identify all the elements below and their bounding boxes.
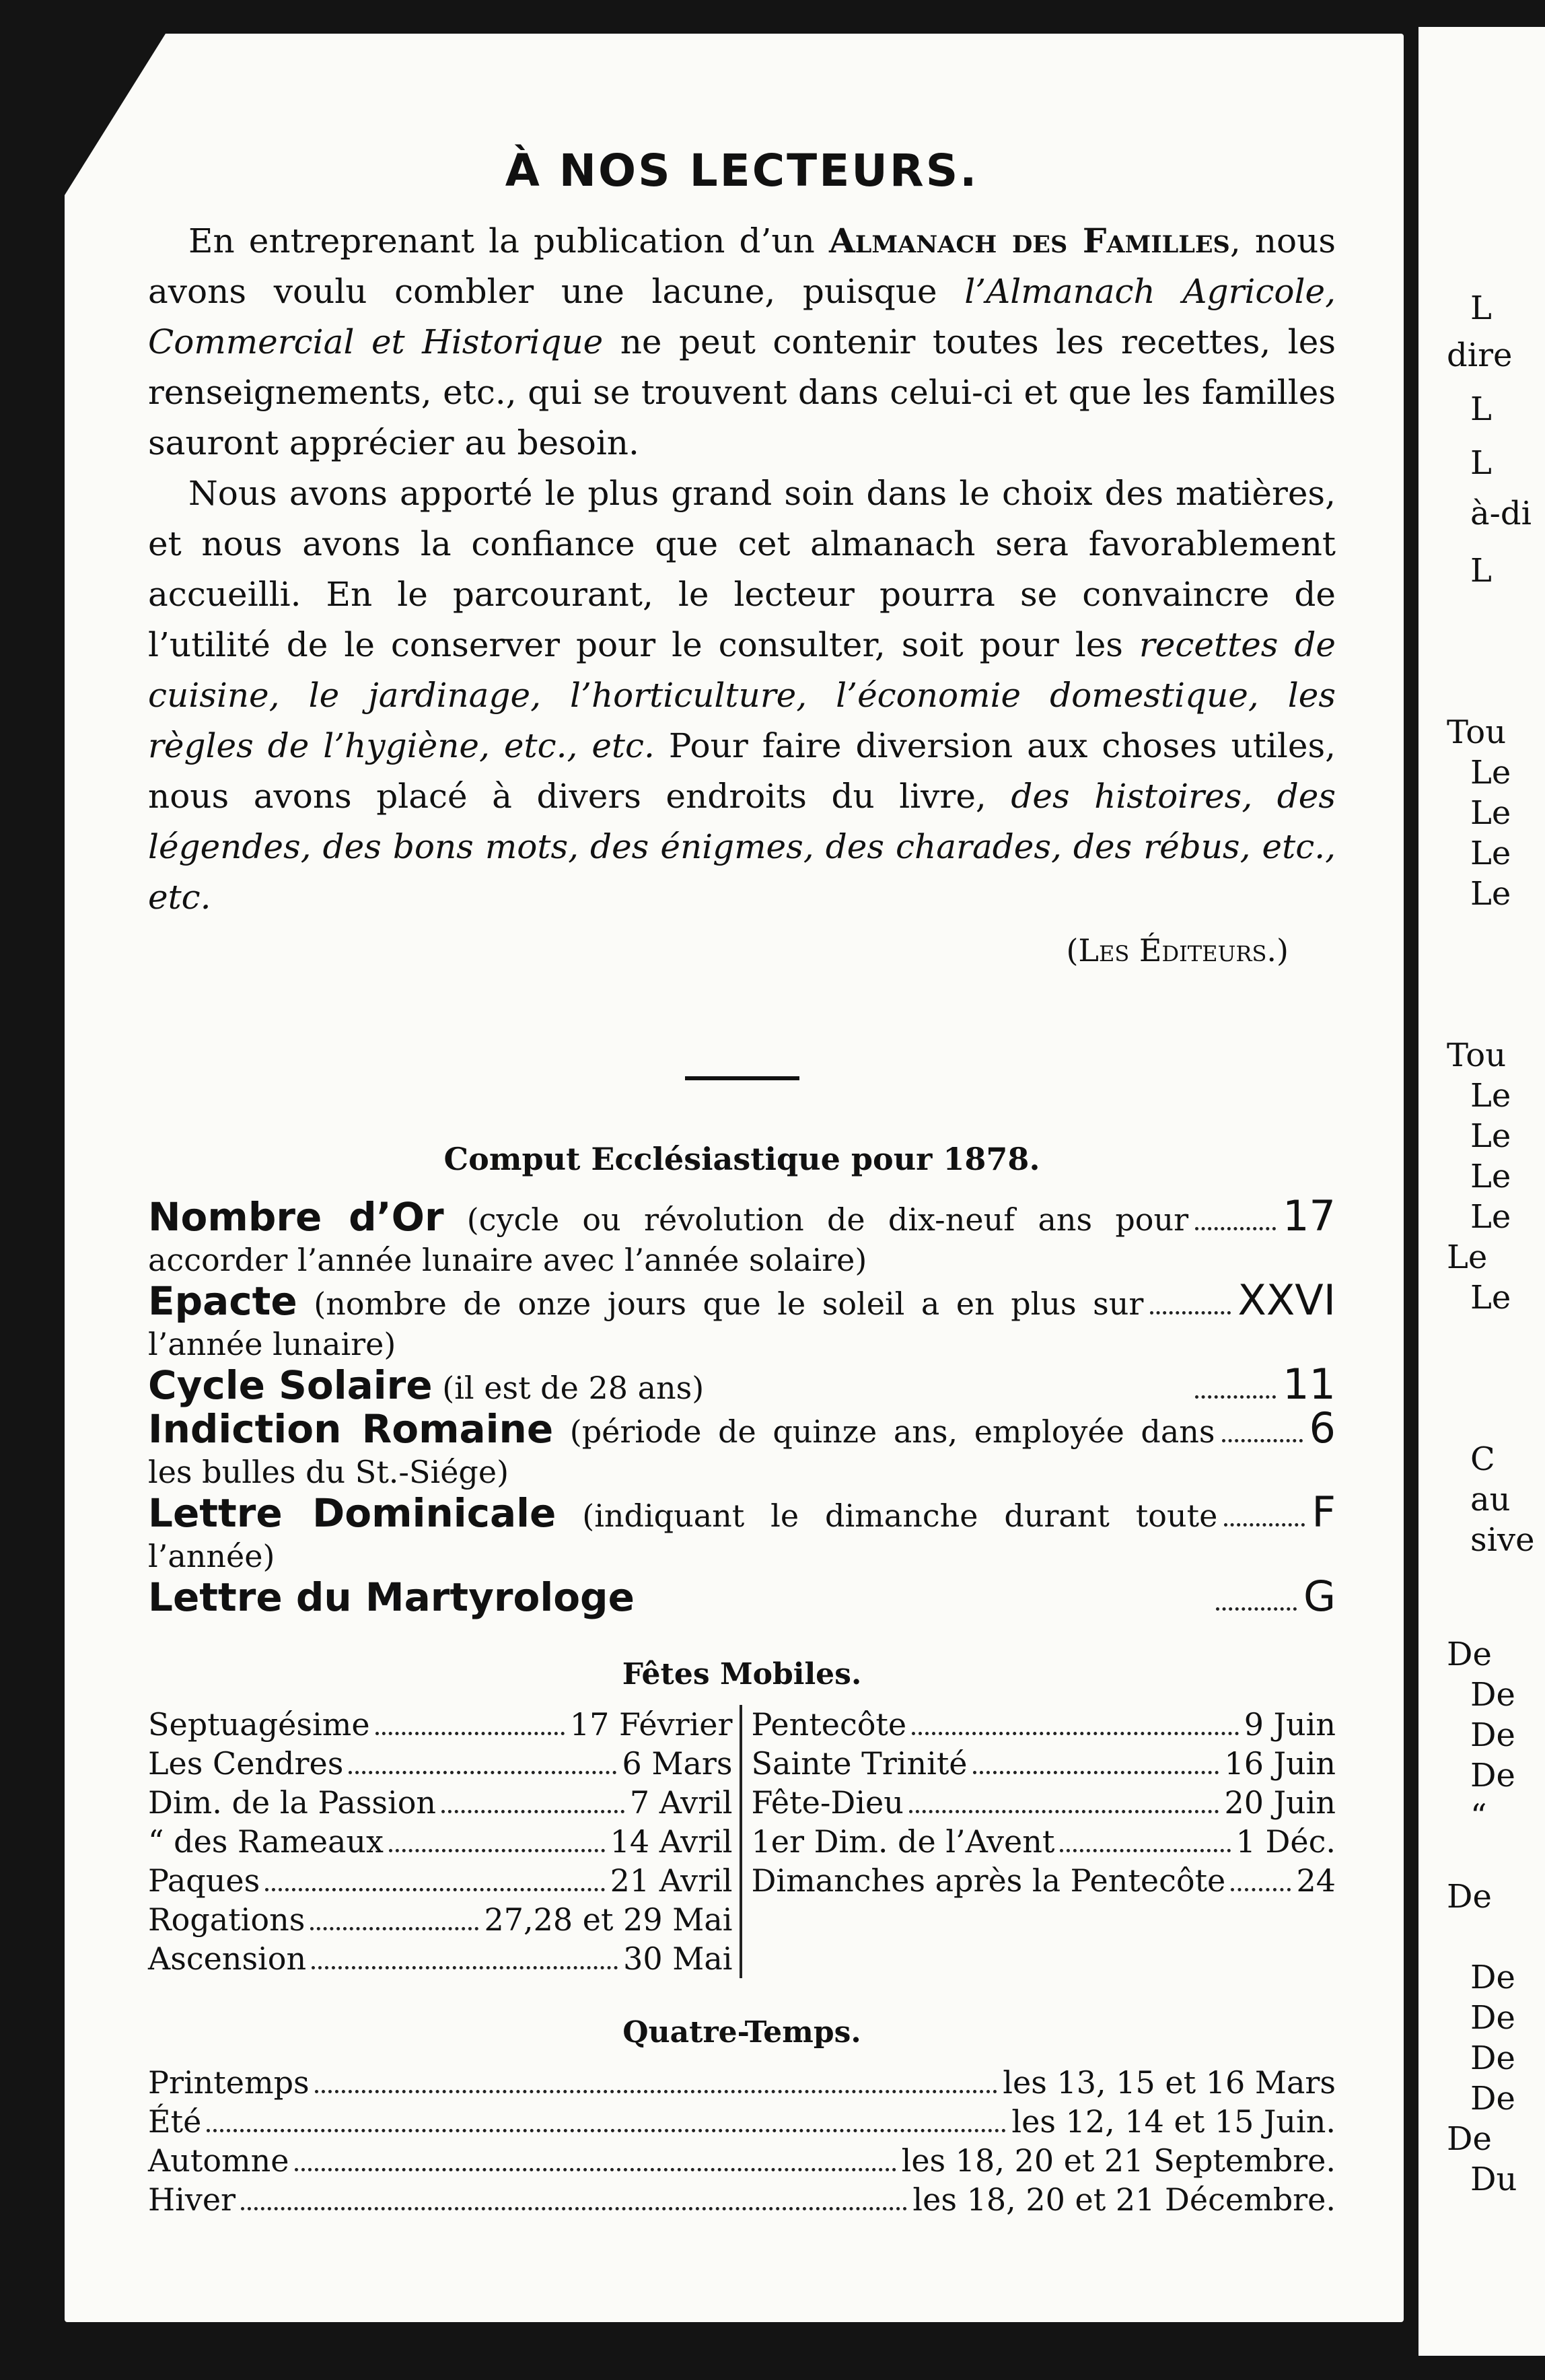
adjacent-text-fragment: sive [1470,1521,1535,1559]
fete-row [148,1783,733,1822]
fete-date: 30 Mai [623,1940,733,1977]
dot-leader [1195,1395,1276,1399]
dot-leader [1150,1311,1231,1315]
fete-row [148,1900,733,1939]
almanach-name: Almanach des Familles [828,221,1230,260]
dot-leader [295,2168,896,2171]
dot-leader [973,1771,1219,1774]
editors-signature: (Les Éditeurs.) [1066,932,1289,969]
season-name: Automne [148,2142,289,2179]
fete-row [752,1861,1336,1900]
fete-date: 16 Juin [1224,1745,1336,1782]
comput-item [148,1360,1336,1409]
adjacent-text-fragment: à-di [1470,495,1532,532]
fete-name: Paques [148,1862,260,1899]
adjacent-text-fragment: De [1470,1959,1515,1996]
intro-paragraph-1: En entreprenant la publication d’un Almanach des Familles, nous avons voulu combler une lacune, puisque l’Almanach Agricole, Commercial et Historique ne peut contenir toutes les recettes, les renseignements, etc., qui se trouvent dans celui-ci et que les familles sauront apprécier au besoin. [148,221,1336,462]
dot-leader [375,1732,565,1735]
adjacent-text-fragment: De [1447,2120,1492,2158]
dot-leader [1224,1523,1305,1527]
quatre-temps-list [148,2063,1336,2219]
dot-leader [265,1888,604,1891]
adjacent-text-fragment: Le [1470,1198,1511,1236]
dot-leader [315,2090,998,2093]
fete-name: Pentecôte [751,1706,907,1743]
adjacent-text-fragment: De [1470,1757,1515,1794]
fete-name: “ des Rameaux [148,1823,384,1860]
comput-item [148,1275,1336,1364]
adjacent-text-fragment: Tou [1447,713,1507,751]
dot-leader [310,1927,478,1930]
fetes-title: Fêtes Mobiles. [622,1657,862,1691]
adjacent-text-fragment: “ [1470,1797,1487,1835]
fete-row [148,1705,733,1744]
fete-name: Sainte Trinité [751,1745,968,1782]
comput-term: Indiction Romaine [148,1406,554,1452]
comput-label: Epacte (nombre de onze jours que le soleil a en plus sur l’année lunaire) [148,1278,1144,1362]
quatre-temps-row [148,2180,1336,2219]
dot-leader [389,1849,605,1852]
adjacent-text-fragment: Le [1447,1238,1488,1276]
adjacent-text-fragment: De [1470,1999,1515,2037]
season-name: Hiver [148,2181,236,2218]
fete-date: 17 Février [569,1706,733,1743]
adjacent-text-fragment: C [1470,1440,1495,1478]
comput-value: 11 [1283,1360,1336,1409]
fete-name: Dim. de la Passion [148,1784,437,1821]
quatre-temps-row [148,2102,1336,2141]
fete-row [752,1783,1336,1822]
comput-term: Lettre Dominicale [148,1490,556,1536]
quatre-temps-row [148,2141,1336,2180]
season-dates: les 12, 14 et 15 Juin. [1011,2103,1336,2140]
adjacent-text-fragment: De [1470,1676,1515,1714]
season-name: Été [148,2103,202,2140]
comput-label: Indiction Romaine (période de quinze ans, employée dans les bulles du St.-Siége) [148,1406,1215,1490]
season-dates: les 13, 15 et 16 Mars [1003,2064,1336,2101]
fete-date: 27,28 et 29 Mai [484,1901,733,1938]
fetes-table [148,1705,1336,1978]
adjacent-text-fragment: Le [1470,794,1511,832]
comput-term: Cycle Solaire [148,1362,433,1408]
fete-name: Septuagésime [148,1706,370,1743]
fetes-right-column [742,1705,1336,1978]
dot-leader [241,2207,907,2210]
fete-date: 6 Mars [622,1745,733,1782]
adjacent-text-fragment: Le [1470,1279,1511,1317]
intro-paragraph-2: Nous avons apporté le plus grand soin dans le choix des matières, et nous avons la confiance que cet almanach sera favorablement accueilli. En le parcourant, le lecteur pourra se convaincre de l’utilité de le conserver pour le consulter, soit pour les recettes de cuisine, le jardinage, l’horticulture, l’économie domestique, les règles de l’hygiène, etc., etc. Pour faire diversion aux choses utiles, nous avons placé à divers endroits du livre, des histoires, des légendes, des bons mots, des énigmes, des charades, des rébus, etc., etc. [148,474,1336,917]
fete-name: Les Cendres [148,1745,344,1782]
comput-term: Epacte [148,1278,297,1324]
fete-date: 24 [1296,1862,1336,1899]
comput-term: Nombre d’Or [148,1194,444,1240]
comput-value: G [1303,1572,1336,1621]
adjacent-text-fragment: Le [1470,754,1511,792]
comput-label [148,1574,1209,1620]
dot-leader [909,1810,1219,1813]
comput-label: Cycle Solaire (il est de 28 ans) [148,1362,705,1408]
fete-name: Ascension [148,1940,307,1977]
adjacent-text-fragment: L [1470,289,1492,327]
adjacent-text-fragment: Le [1470,1117,1511,1155]
fete-row [752,1705,1336,1744]
season-dates: les 18, 20 et 21 Décembre. [912,2181,1336,2218]
dot-leader [1195,1227,1276,1230]
adjacent-text-fragment: Le [1470,1077,1511,1115]
dot-leader [1222,1439,1303,1442]
comput-value: XXVI [1237,1275,1336,1325]
comput-value: 17 [1283,1191,1336,1240]
adjacent-text-fragment: Le [1470,835,1511,872]
season-name: Printemps [148,2064,310,2101]
adjacent-text-fragment: De [1447,1878,1492,1916]
comput-label: Nombre d’Or (cycle ou révolution de dix-neuf ans pour accorder l’année lunaire avec l’année solaire) [148,1194,1189,1278]
comput-term: Lettre du Martyrologe [148,1574,635,1620]
dot-leader [441,1810,624,1813]
dot-leader [349,1771,616,1774]
adjacent-text-fragment: De [1470,1716,1515,1754]
fete-date: 7 Avril [629,1784,733,1821]
adjacent-text-fragment: au [1470,1481,1511,1518]
comput-item [148,1191,1336,1280]
fete-name: Fête-Dieu [751,1784,904,1821]
comput-list [148,1191,1336,1621]
fete-row [148,1861,733,1900]
fete-date: 14 Avril [610,1823,733,1860]
fete-date: 1 Déc. [1235,1823,1336,1860]
comput-item [148,1403,1336,1492]
adjacent-text-fragment: L [1470,552,1492,590]
section-divider [685,1076,799,1080]
dot-leader [207,2129,1006,2132]
quatre-temps-title: Quatre-Temps. [622,2015,861,2050]
fete-row [148,1822,733,1861]
main-content [148,145,1336,2219]
fete-row [148,1939,733,1978]
dot-leader [912,1732,1239,1735]
fetes-left-column [148,1705,742,1978]
adjacent-text-fragment: Le [1470,1158,1511,1195]
fete-name: Rogations [148,1901,306,1938]
comput-title: Comput Ecclésiastique pour 1878. [443,1141,1040,1177]
adjacent-text-fragment: Le [1470,875,1511,913]
adjacent-text-fragment: De [1447,1636,1492,1673]
page-title: À NOS LECTEURS. [505,145,979,197]
adjacent-text-fragment: L [1470,444,1492,482]
comput-value: F [1312,1488,1336,1537]
fete-date: 9 Juin [1244,1706,1336,1743]
adjacent-text-fragment: Tou [1447,1037,1507,1074]
fete-name: Dimanches après la Pentecôte [751,1862,1226,1899]
dot-leader [1231,1888,1291,1891]
adjacent-text-fragment: Du [1470,2161,1517,2198]
adjacent-text-fragment: De [1470,2039,1515,2077]
fete-name: 1er Dim. de l’Avent [751,1823,1055,1860]
dot-leader [1060,1849,1230,1852]
fete-row [148,1744,733,1783]
adjacent-text-fragment: De [1470,2080,1515,2118]
adjacent-text-fragment: L [1470,390,1492,428]
comput-value: 6 [1309,1403,1336,1452]
fete-date: 21 Avril [610,1862,733,1899]
fete-row [752,1822,1336,1861]
comput-item [148,1488,1336,1576]
dot-leader [1216,1607,1297,1611]
dot-leader [312,1966,618,1969]
fete-row [752,1744,1336,1783]
quatre-temps-row [148,2063,1336,2102]
adjacent-text-fragment: dire [1447,337,1513,374]
comput-label: Lettre Dominicale (indiquant le dimanche durant toute l’année) [148,1490,1218,1574]
comput-item [148,1572,1336,1621]
fete-date: 20 Juin [1224,1784,1336,1821]
season-dates: les 18, 20 et 21 Septembre. [901,2142,1336,2179]
